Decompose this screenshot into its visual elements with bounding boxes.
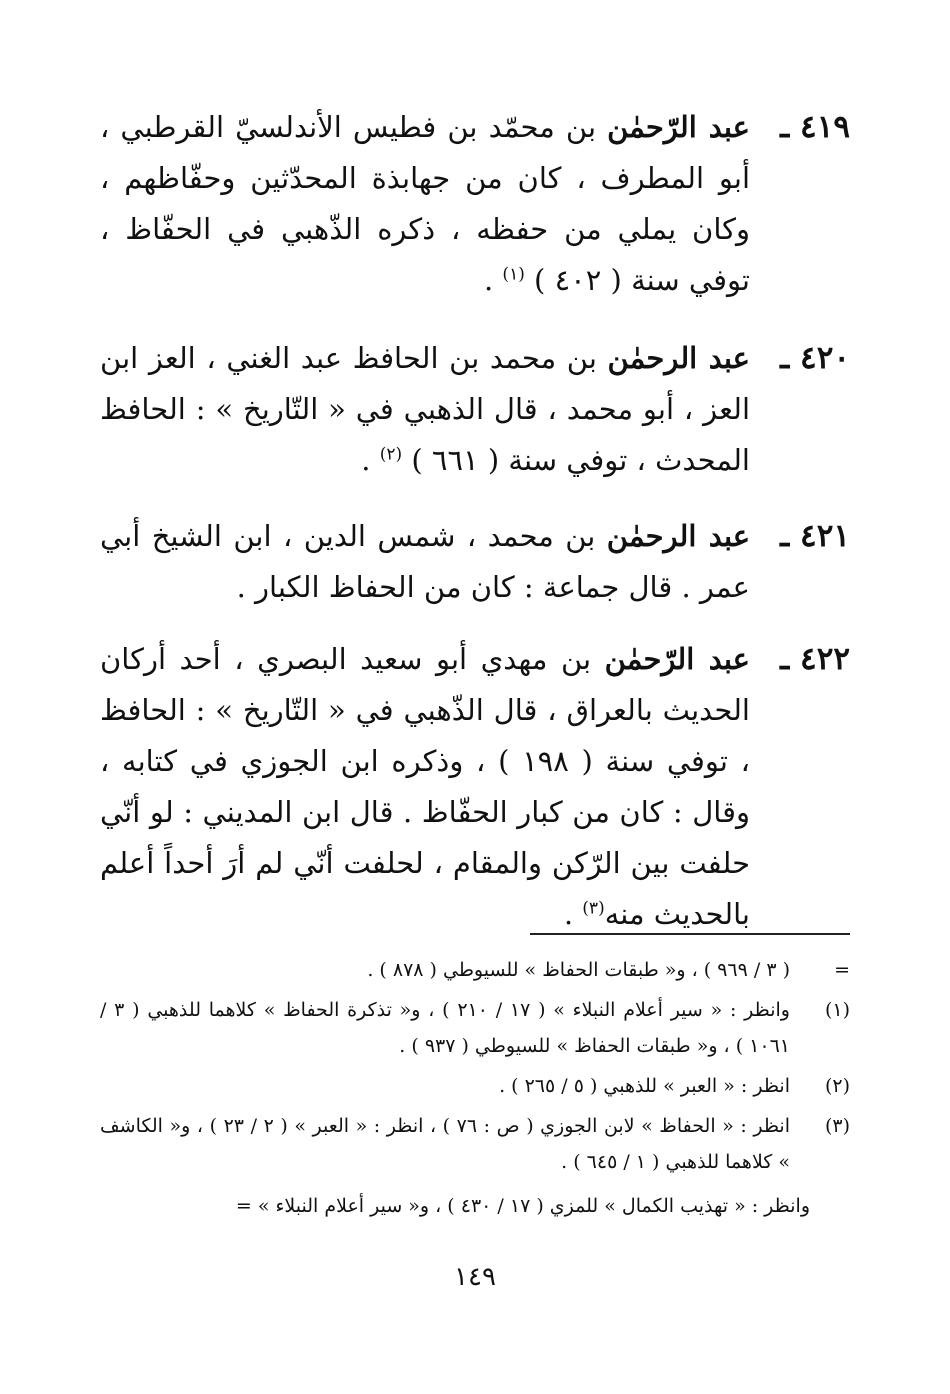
footnote-text: انظر : « العبر » للذهبي ( ٥ / ٢٦٥ ) .	[499, 1075, 790, 1097]
footnote-continuation	[100, 952, 850, 988]
footnote-separator	[530, 933, 850, 935]
footnote-text: وانظر : « سير أعلام النبلاء » ( ١٧ / ٢١٠ ) ، و« تذكرة الحفاظ » كلاهما للذهبي ( ٣ / ١٠٦١ ) ، و« طبقات الحفاظ » للسيوطي ( ٩٣٧ ) .	[100, 999, 790, 1057]
entry-name: عبد الرّحمٰن	[607, 110, 750, 144]
footnote-marker: (١)	[824, 999, 850, 1021]
entry-419	[100, 102, 850, 306]
footnote-reference: (٣)	[582, 898, 605, 919]
footnote-marker: (٣)	[824, 1115, 850, 1137]
entry-description: بن محمد بن الحافظ عبد الغني ، العز ابن العز ، أبو محمد ، قال الذهبي في « التّاريخ » : الحافظ المحدث ، توفي سنة ( ٦٦١ )	[100, 341, 750, 477]
footnote-reference: (١)	[502, 264, 525, 285]
entry-name: عبد الرحمٰن	[607, 341, 750, 375]
entry-text	[100, 634, 750, 940]
entry-421	[100, 511, 850, 613]
entry-tail: .	[361, 443, 380, 477]
entry-number: ٤٢٠ ـ	[780, 340, 850, 376]
entry-number: ٤٢١ ـ	[780, 518, 850, 554]
entry-tail: .	[563, 897, 583, 931]
entry-text	[100, 102, 750, 306]
page-number: ١٤٩	[454, 1262, 496, 1292]
entry-420	[100, 333, 850, 486]
entry-description: بن محمّد بن فطيس الأندلسيّ القرطبي ، أبو المطرف ، كان من جهابذة المحدّثين وحفّاظهم ، وكان يملي من حفظه ، ذكره الذّهبي في الحفّاظ ، توفي سنة ( ٤٠٢ )	[100, 110, 750, 297]
footnote-3	[100, 1108, 850, 1180]
entry-text	[100, 333, 750, 486]
footnotes	[100, 952, 850, 1224]
entry-number: ٤٢٢ ـ	[780, 641, 850, 677]
entry-422	[100, 634, 850, 940]
entry-description: بن مهدي أبو سعيد البصري ، أحد أركان الحديث بالعراق ، قال الذّهبي في « التّاريخ » : الحافظ ، توفي سنة ( ١٩٨ ) ، وذكره ابن الجوزي في كتابه ، وقال : كان من كبار الحفّاظ . قال ابن المديني : لو أنّي حلفت بين الرّكن والمقام ، لحلفت أنّي لم أرَ أحداً أعلم بالحديث منه	[100, 642, 751, 931]
entry-tail: .	[483, 263, 503, 297]
entry-number: ٤١٩ ـ	[780, 109, 850, 145]
entry-text	[100, 511, 750, 613]
footnote-marker: =	[834, 959, 850, 981]
footnote-2	[100, 1068, 850, 1104]
entry-name: عبد الرّحمٰن	[604, 642, 750, 676]
footnote-1	[100, 992, 850, 1064]
entry-name: عبد الرحمٰن	[606, 519, 751, 553]
footnote-reference: (٢)	[379, 444, 403, 465]
footnote-marker: (٢)	[824, 1075, 850, 1097]
footnote-text: انظر : « الحفاظ » لابن الجوزي ( ص : ٧٦ ) ، انظر : « العبر » ( ٢ / ٢٣ ) ، و« الكاشف » كلاهما للذهبي ( ١ / ٦٤٥ ) .	[100, 1115, 790, 1173]
entry-description: بن محمد ، شمس الدين ، ابن الشيخ أبي عمر . قال جماعة : كان من الحفاظ الكبار .	[100, 519, 750, 604]
footnote-3-continued: وانظر : « تهذيب الكمال » للمزي ( ١٧ / ٤٣٠ ) ، و« سير أعلام النبلاء » =	[235, 1195, 810, 1217]
footnote-text: ( ٣ / ٩٦٩ ) ، و« طبقات الحفاظ » للسيوطي ( ٨٧٨ ) .	[367, 959, 790, 981]
